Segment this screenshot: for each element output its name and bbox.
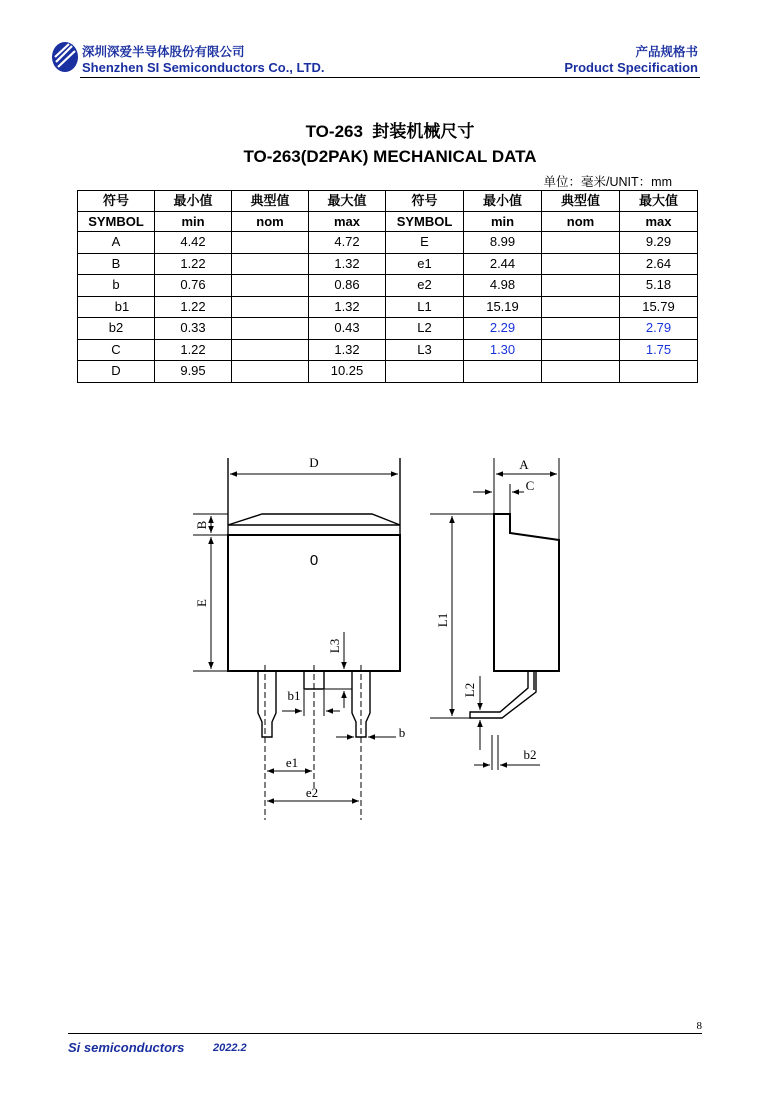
dim-label-L1: L1 xyxy=(435,612,450,628)
table-cell: b2 xyxy=(78,318,155,340)
header-cell: min xyxy=(464,211,542,232)
header-cell: 最小值 xyxy=(464,191,542,212)
table-cell xyxy=(620,361,698,383)
table-cell xyxy=(232,318,309,340)
table-cell: 1.22 xyxy=(155,339,232,361)
footer-brand: Si semiconductors xyxy=(68,1040,185,1055)
doc-type-cn: 产品规格书 xyxy=(635,45,698,59)
table-cell: e1 xyxy=(386,253,464,275)
table-cell: 1.22 xyxy=(155,296,232,318)
header-cell: nom xyxy=(232,211,309,232)
footer-divider xyxy=(68,1033,702,1034)
table-cell xyxy=(542,275,620,297)
dim-label-D: D xyxy=(309,455,319,470)
table-cell: b xyxy=(78,275,155,297)
table-row xyxy=(78,296,698,318)
header-row-en xyxy=(78,211,698,232)
dim-label-e2: e2 xyxy=(305,785,319,800)
header-cell: SYMBOL xyxy=(386,211,464,232)
package-drawing xyxy=(180,448,580,828)
table-row xyxy=(78,253,698,275)
header-divider xyxy=(80,77,700,78)
table-cell: 0.86 xyxy=(309,275,386,297)
table-cell xyxy=(232,339,309,361)
table-row xyxy=(78,339,698,361)
footer-date: 2022.2 xyxy=(213,1042,247,1054)
table-cell: b1 xyxy=(78,296,155,318)
table-cell xyxy=(542,361,620,383)
table-cell: 8.99 xyxy=(464,232,542,254)
dim-label-b1: b1 xyxy=(287,688,301,703)
table-cell: 0.33 xyxy=(155,318,232,340)
table-cell: 9.95 xyxy=(155,361,232,383)
table-cell: 2.64 xyxy=(620,253,698,275)
page-number: 8 xyxy=(696,1020,702,1032)
header-cell: max xyxy=(620,211,698,232)
dim-label-C: C xyxy=(525,478,535,493)
header-cell: 典型值 xyxy=(232,191,309,212)
table-cell xyxy=(464,361,542,383)
table-cell: 15.79 xyxy=(620,296,698,318)
table-cell: 5.18 xyxy=(620,275,698,297)
table-row xyxy=(78,232,698,254)
table-cell: 1.32 xyxy=(309,253,386,275)
header-cell: max xyxy=(309,211,386,232)
header-cell: 最大值 xyxy=(309,191,386,212)
table-cell xyxy=(542,296,620,318)
table-cell xyxy=(542,339,620,361)
table-cell: 1.75 xyxy=(620,339,698,361)
table-cell: 2.29 xyxy=(464,318,542,340)
doc-type-en: Product Specification xyxy=(564,60,698,75)
table-cell xyxy=(542,318,620,340)
dim-label-b2: b2 xyxy=(523,747,537,762)
table-row xyxy=(78,361,698,383)
table-cell xyxy=(542,253,620,275)
dim-label-b: b xyxy=(398,725,406,740)
pin1-mark: 0 xyxy=(309,552,319,569)
dimension-table xyxy=(77,190,698,383)
table-cell: A xyxy=(78,232,155,254)
table-cell: e2 xyxy=(386,275,464,297)
dim-label-A: A xyxy=(519,457,529,472)
table-cell xyxy=(232,253,309,275)
table-cell: B xyxy=(78,253,155,275)
table-cell xyxy=(542,232,620,254)
table-cell: 4.42 xyxy=(155,232,232,254)
table-row xyxy=(78,275,698,297)
table-cell: D xyxy=(78,361,155,383)
header-cell: 符号 xyxy=(386,191,464,212)
company-logo-icon xyxy=(50,40,80,74)
header-cell: 符号 xyxy=(78,191,155,212)
table-cell: 1.32 xyxy=(309,296,386,318)
header-cell: SYMBOL xyxy=(78,211,155,232)
table-row xyxy=(78,318,698,340)
table-cell: L2 xyxy=(386,318,464,340)
table-cell: 1.32 xyxy=(309,339,386,361)
company-name-cn: 深圳深爱半导体股份有限公司 xyxy=(82,45,245,59)
header-cell: min xyxy=(155,211,232,232)
table-cell: 10.25 xyxy=(309,361,386,383)
title-en: TO-263(D2PAK) MECHANICAL DATA xyxy=(243,147,537,166)
header-cell: 典型值 xyxy=(542,191,620,212)
header-cell: 最小值 xyxy=(155,191,232,212)
table-cell: E xyxy=(386,232,464,254)
table-cell: 1.30 xyxy=(464,339,542,361)
table-cell: 4.72 xyxy=(309,232,386,254)
title-cn: TO-263 封装机械尺寸 xyxy=(305,122,475,141)
table-cell: L1 xyxy=(386,296,464,318)
table-cell xyxy=(232,232,309,254)
header-cell: nom xyxy=(542,211,620,232)
table-cell xyxy=(232,275,309,297)
dim-label-B: B xyxy=(194,520,209,530)
table-cell: 0.43 xyxy=(309,318,386,340)
table-cell xyxy=(232,361,309,383)
dim-label-L2: L2 xyxy=(462,682,477,698)
header-row-cn xyxy=(78,191,698,212)
unit-note: 单位：毫米/UNIT：mm xyxy=(543,175,672,189)
table-cell xyxy=(386,361,464,383)
dim-label-L3: L3 xyxy=(327,638,342,654)
table-cell: 9.29 xyxy=(620,232,698,254)
table-cell: 2.79 xyxy=(620,318,698,340)
company-name-en: Shenzhen SI Semiconductors Co., LTD. xyxy=(82,60,325,75)
table-cell: 15.19 xyxy=(464,296,542,318)
dim-label-E: E xyxy=(194,599,209,607)
table-cell: C xyxy=(78,339,155,361)
header-cell: 最大值 xyxy=(620,191,698,212)
table-cell: 0.76 xyxy=(155,275,232,297)
table-cell: 1.22 xyxy=(155,253,232,275)
table-cell: L3 xyxy=(386,339,464,361)
table-cell xyxy=(232,296,309,318)
dim-label-e1: e1 xyxy=(285,755,299,770)
table-cell: 4.98 xyxy=(464,275,542,297)
table-cell: 2.44 xyxy=(464,253,542,275)
